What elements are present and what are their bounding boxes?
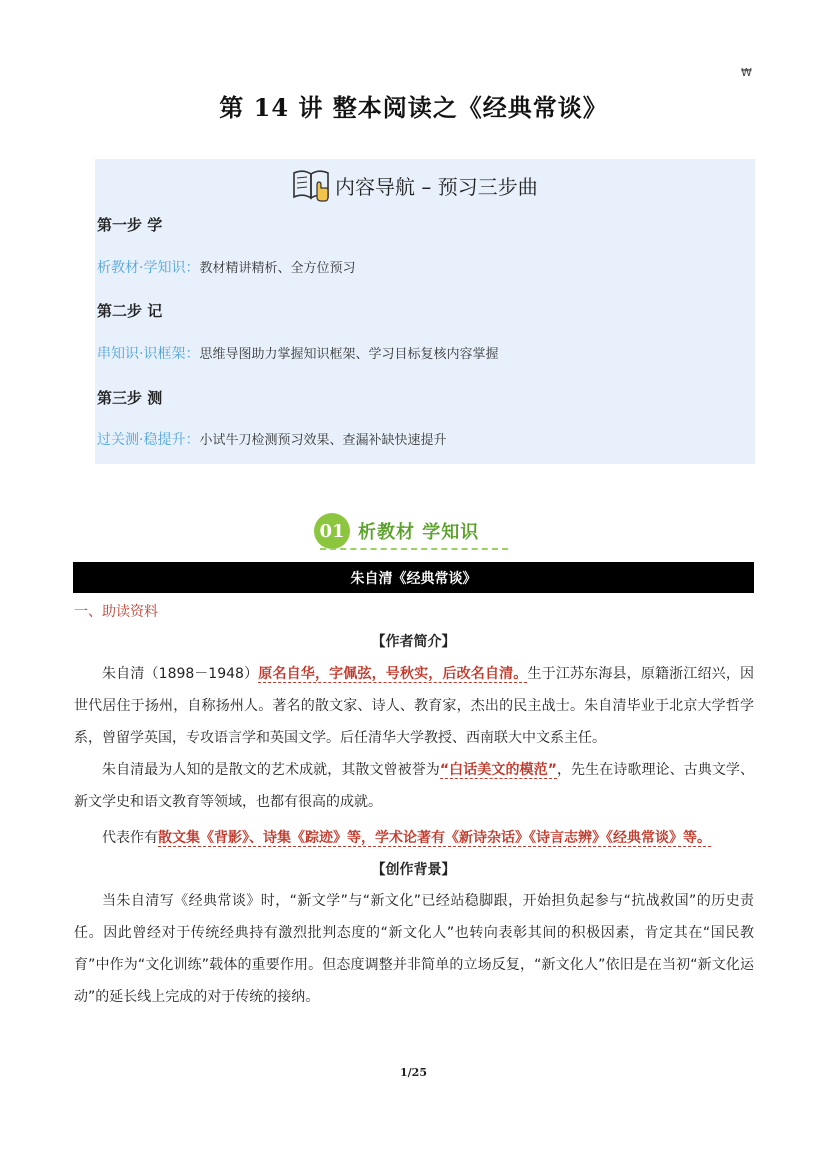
- content-nav-box: [95, 159, 755, 464]
- banner-number-badge: 01: [314, 513, 350, 549]
- step-2-line: [97, 343, 498, 363]
- author-paragraph-3: [74, 822, 754, 854]
- step-3-title: 第三步 测: [97, 389, 163, 407]
- author-p1-highlight: 原名自华，字佩弦，号秋实，后改名自清。: [258, 666, 528, 682]
- author-p1-lead: 朱自清（1898－1948）: [102, 666, 259, 682]
- step-1-title: 第一步 学: [97, 216, 163, 234]
- author-heading: 【作者简介】: [371, 634, 456, 650]
- corner-mark: ₩: [741, 66, 752, 79]
- step-2-tag: 串知识·识框架：: [97, 346, 200, 362]
- author-p1-rest: 生于江苏东海县，原籍浙江绍兴，因世代居住于扬州，自称扬州人。著名的散文家、诗人、教育家，杰出的民主战士。朱自清毕业于北京大学哲学系，曾留学英国，专攻语言学和英国文学。后任清华大学教授、西南联大中文系主任。: [74, 666, 755, 746]
- step-3-desc: 小试牛刀检测预习效果、查漏补缺快速提升: [199, 433, 447, 448]
- banner-label: 析教材 学知识: [358, 522, 480, 543]
- author-p2-rest: ，先生在诗歌理论、古典文学、新文学史和语文教育等领域，也都有很高的成就。: [74, 762, 754, 810]
- section-heading: 一、助读资料: [74, 604, 158, 620]
- step-3-line: [97, 429, 446, 449]
- step-1-desc: 教材精讲精析、全方位预习: [199, 261, 356, 276]
- author-p2-lead: 朱自清最为人知的是散文的艺术成就，其散文曾被誉为: [102, 762, 440, 778]
- step-1-tag: 析教材·学知识：: [97, 260, 200, 276]
- step-2-title: 第二步 记: [97, 302, 163, 320]
- step-3-tag: 过关测·稳提升：: [97, 432, 200, 448]
- section-banner: [314, 511, 479, 551]
- author-p3-lead: 代表作有: [102, 830, 158, 846]
- page-number: 1/25: [400, 1066, 427, 1079]
- step-1-line: [97, 257, 355, 277]
- nav-heading: [291, 165, 538, 205]
- step-2-desc: 思维导图助力掌握知识框架、学习目标复核内容掌握: [199, 347, 499, 362]
- banner-dashed-underline: [320, 548, 508, 550]
- chapter-title-bar: [73, 562, 754, 593]
- author-p2-highlight: “白话美文的模范”: [439, 762, 557, 778]
- page-title: 第 14 讲 整本阅读之《经典常谈》: [219, 93, 608, 122]
- author-paragraph-1: [74, 658, 754, 754]
- author-p3-highlight: 散文集《背影》、诗集《踪迹》等，学术论著有《新诗杂话》《诗言志辨》《经典常谈》等。: [158, 830, 711, 846]
- author-paragraph-2: [74, 754, 754, 818]
- chapter-title: 朱自清《经典常谈》: [350, 570, 477, 587]
- nav-heading-text: 内容导航 – 预习三步曲: [335, 174, 538, 199]
- background-paragraph: 当朱自清写《经典常谈》时，“新文学”与“新文化”已经站稳脚跟，开始担负起参与“抗战救国”的历史责任。因此曾经对于传统经典持有激烈批判态度的“新文化人”也转向表彰其间的积极因素，肯定其在“国民教育”中作为“文化训练”载体的重要作用。但态度调整并非简单的立场反复，“新文化人”依旧是在当初“新文化运动”的延长线上完成的对于传统的接纳。: [74, 893, 754, 1005]
- background-heading: 【创作背景】: [371, 862, 456, 878]
- book-hand-icon: [291, 167, 333, 203]
